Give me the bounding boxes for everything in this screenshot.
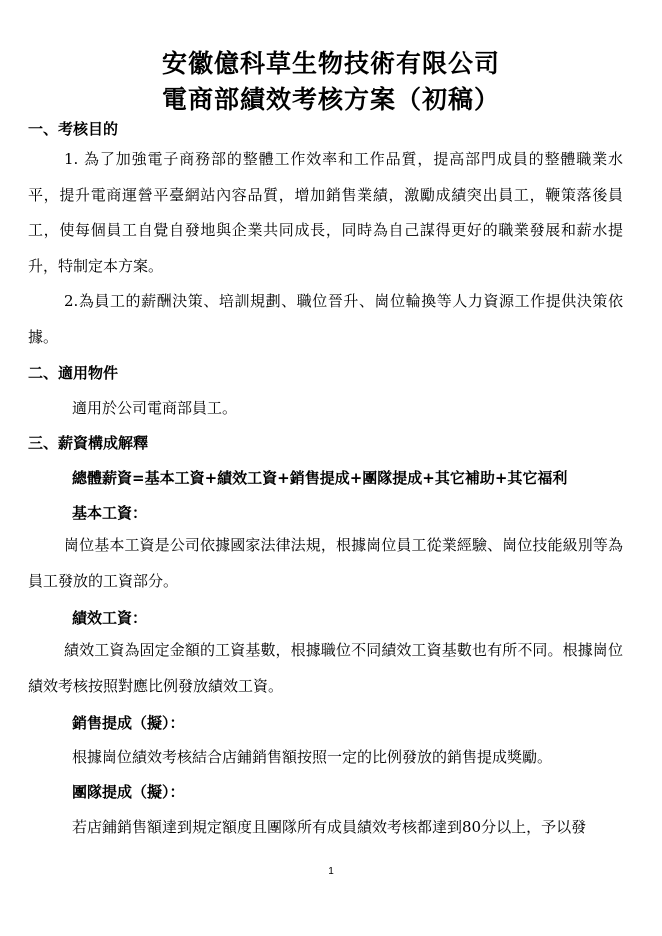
sales-commission-text: 根據崗位績效考核結合店鋪銷售額按照一定的比例發放的銷售提成獎勵。 bbox=[72, 748, 553, 766]
document-title: 電商部績效考核方案（初稿） bbox=[161, 85, 500, 114]
section3-heading: 三、薪資構成解釋 bbox=[28, 434, 149, 452]
performance-salary-paragraph: 績效工資為固定金額的工資基數，根據職位不同績效工資基數也有所不同。根據崗位績效考核按照對應比例發放績效工資。 bbox=[28, 641, 623, 695]
section1-paragraph2: 2.為員工的薪酬決策、培訓規劃、職位晉升、崗位輪換等人力資源工作提供決策依據。 bbox=[28, 292, 623, 346]
section1-paragraph1: 1. 為了加強電子商務部的整體工作效率和工作品質，提高部門成員的整體職業水平，提升電商運營平臺網站內容品質，增加銷售業績，激勵成績突出員工，鞭策落後員工，使每個員工自覺自發地與企業共同成長，同時為自己謀得更好的職業發展和薪水提升，特制定本方案。 bbox=[28, 150, 623, 275]
section1-heading: 一、考核目的 bbox=[28, 120, 119, 138]
company-title: 安徽億科草生物技術有限公司 bbox=[161, 49, 500, 78]
basic-salary-heading: 基本工資： bbox=[72, 504, 148, 522]
team-commission-heading: 團隊提成（擬）： bbox=[72, 783, 185, 801]
sales-commission-heading: 銷售提成（擬）： bbox=[72, 714, 185, 732]
team-commission-text: 若店鋪銷售額達到規定額度且團隊所有成員績效考核都達到80分以上，予以發 bbox=[72, 818, 587, 836]
page-number: 1 bbox=[328, 866, 334, 877]
section2-text: 適用於公司電商部員工。 bbox=[72, 399, 238, 417]
section2-heading: 二、適用物件 bbox=[28, 364, 119, 382]
basic-salary-paragraph: 崗位基本工資是公司依據國家法律法規，根據崗位員工從業經驗、崗位技能級別等為員工發放的工資部分。 bbox=[28, 536, 623, 590]
performance-salary-heading: 績效工資： bbox=[72, 609, 148, 627]
salary-formula: 總體薪資=基本工資+績效工資+銷售提成+團隊提成+其它補助+其它福利 bbox=[72, 469, 568, 487]
